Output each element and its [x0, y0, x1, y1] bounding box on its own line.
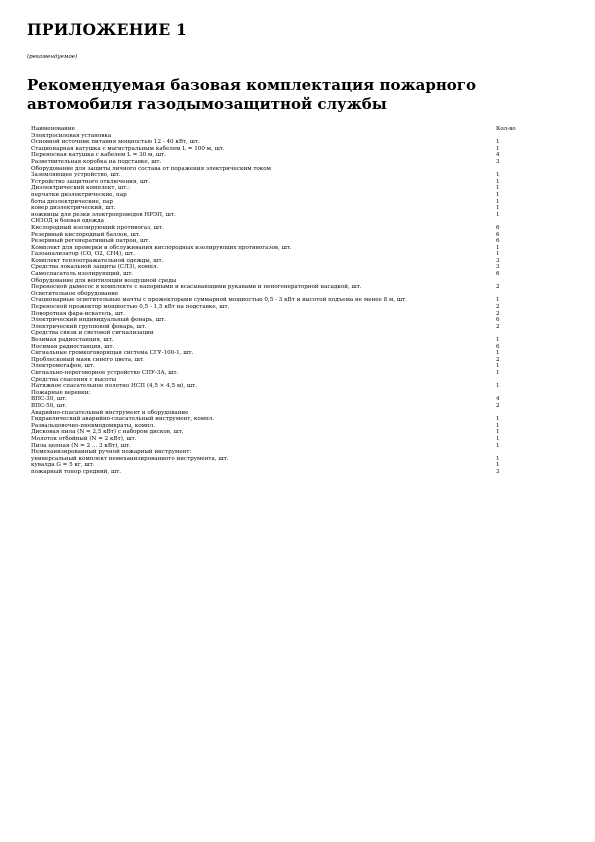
table-row — [31, 232, 531, 239]
item-name: Сигнально-переговорное устройство СПУ-3А, шт. — [31, 369, 179, 376]
item-name: Гидравлический аварийно-спасательный инструмент, компл. — [31, 416, 215, 423]
item-name: Основной источник питания мощностью 12 - 40 кВт, шт. — [31, 139, 200, 146]
table-row — [31, 264, 531, 271]
item-qty: 1 — [496, 363, 500, 370]
item-name: боты диэлектрические, пар — [31, 198, 114, 205]
item-qty: 6 — [496, 271, 500, 278]
table-row — [31, 317, 531, 324]
item-name: Кислородный изолирующий противогаз, шт. — [31, 224, 164, 231]
item-name: Переносной дымосос в комплекте с напорными и всасывающими рукавами и пеногенераторной насадкой, шт. — [31, 284, 362, 291]
item-qty: 1 — [496, 185, 500, 192]
document-title: Рекомендуемая базовая комплектация пожарного автомобиля газодымозащитной службы — [27, 76, 476, 113]
item-name: Поворотная фара-искатель, шт. — [31, 310, 126, 317]
table-row — [31, 172, 531, 179]
item-name: пожарный топор средний, шт. — [31, 468, 122, 475]
table-row — [31, 462, 531, 469]
table-row — [31, 390, 531, 397]
table-row — [31, 456, 531, 463]
section-row — [31, 166, 531, 173]
item-name: Натяжное спасательное полотно НСП (4,5 × 4,5 м), шт. — [31, 383, 197, 390]
table-row — [31, 370, 531, 377]
table-row — [31, 152, 531, 159]
item-qty: 1 — [496, 297, 500, 304]
table-row — [31, 337, 531, 344]
item-name: Пила цепная (N = 2 ... 3 кВт), шт. — [31, 442, 131, 449]
item-qty: 2 — [496, 402, 500, 409]
item-qty: 1 — [496, 198, 500, 205]
table-row — [31, 357, 531, 364]
item-qty: 3 — [496, 257, 500, 264]
item-qty: 1 — [496, 455, 500, 462]
item-qty: 1 — [496, 462, 500, 469]
item-name: Резервный кислородный баллон, шт. — [31, 231, 141, 238]
item-name: ножницы для резки электропроводов НРЭП, шт. — [31, 211, 176, 218]
item-qty: 1 — [496, 251, 500, 258]
item-name: Стационарная катушка с магистральным кабелем L = 100 м, шт. — [31, 145, 225, 152]
table-row — [31, 403, 531, 410]
item-name: СИЗОД и боевая одежда — [31, 218, 104, 225]
item-name: Осветительное оборудование — [31, 290, 119, 297]
table-row — [31, 238, 531, 245]
table-row — [31, 363, 531, 370]
item-name: Газоанализатор (CO, O2, CH4), шт. — [31, 251, 135, 258]
item-name: Самоспасатель изолирующий, шт. — [31, 271, 134, 278]
item-qty: 1 — [496, 442, 500, 449]
item-qty: 2 — [496, 323, 500, 330]
table-row — [31, 179, 531, 186]
item-name: Заземляющее устройство, шт. — [31, 172, 121, 179]
item-name: Дисковая пила (N = 2,5 кВт) с набором дисков, шт. — [31, 429, 184, 436]
item-name: Электрический групповой фонарь, шт. — [31, 323, 147, 330]
table-row — [31, 251, 531, 258]
item-qty: 1 — [496, 211, 500, 218]
item-qty: 1 — [496, 145, 500, 152]
item-name: Проблесковый маяк синего цвета, шт. — [31, 356, 145, 363]
item-name: Средства спасения с высоты — [31, 376, 117, 383]
item-name: Диэлектрический комплект, шт.: — [31, 185, 130, 192]
table-row — [31, 436, 531, 443]
table-row — [31, 429, 531, 436]
table-row — [31, 324, 531, 331]
item-name: Пожарные веревки: — [31, 389, 91, 396]
item-qty: 4 — [496, 152, 500, 159]
table-row — [31, 225, 531, 232]
section-row — [31, 291, 531, 298]
item-name: Резервный регенеративный патрон, шт. — [31, 238, 151, 245]
table-row — [31, 344, 531, 351]
item-qty: 1 — [496, 139, 500, 146]
table-row — [31, 383, 531, 390]
item-name: Молоток отбойный (N = 2 кВт), шт. — [31, 435, 137, 442]
item-name: Устройство защитного отключения, шт. — [31, 178, 151, 185]
header-name: Наименование — [31, 126, 75, 132]
item-qty: 2 — [496, 304, 500, 311]
item-qty: 6 — [496, 231, 500, 238]
item-name: Немеханизированный ручной пожарный инструмент: — [31, 449, 192, 456]
table-row — [31, 159, 531, 166]
table-row — [31, 416, 531, 423]
item-qty: 6 — [496, 343, 500, 350]
item-qty: 1 — [496, 429, 500, 436]
item-name: Аварийно-спасательный инструмент и оборудование — [31, 409, 189, 416]
table-row — [31, 271, 531, 278]
item-name: Возимая радиостанция, шт. — [31, 337, 114, 343]
item-name: ковер диэлектрический, шт. — [31, 205, 116, 212]
item-name: Электрический индивидуальный фонарь, шт. — [31, 317, 166, 324]
item-qty: 2 — [496, 356, 500, 363]
item-qty: 1 — [496, 178, 500, 185]
header-qty: Кол-во — [496, 126, 516, 132]
table-row — [31, 396, 531, 403]
table-row — [31, 443, 531, 450]
section-row — [31, 330, 531, 337]
table-row — [31, 304, 531, 311]
item-name: кувалда G = 5 кг, шт. — [31, 462, 95, 469]
item-qty: 2 — [496, 310, 500, 317]
table-row — [31, 212, 531, 219]
item-qty: 1 — [496, 337, 500, 343]
table-row — [31, 350, 531, 357]
item-qty: 2 — [496, 284, 500, 291]
table-row — [31, 284, 531, 291]
item-name: ВПС-50, шт. — [31, 402, 67, 409]
item-name: Переносная катушка с кабелем L = 30 м, шт. — [31, 152, 166, 159]
item-qty: 1 — [496, 172, 500, 179]
table-row — [31, 192, 531, 199]
item-name: универсальный комплект немеханизированного инструмента, шт. — [31, 455, 229, 462]
item-qty: 3 — [496, 468, 500, 475]
item-name: Комплект для проверки и обслуживания кислородных изолирующих противогазов, шт. — [31, 244, 292, 251]
item-qty: 6 — [496, 317, 500, 324]
item-name: Сигнальные громкоговорящая система СГУ-100-1, шт. — [31, 350, 194, 357]
item-qty: 3 — [496, 158, 500, 165]
item-name: перчатки диэлектрические, пар — [31, 191, 127, 198]
item-name: Электросиловая установка — [31, 132, 112, 139]
item-name: Оборудование для защиты личного состава от поражения электрическим током — [31, 165, 271, 172]
table-row — [31, 185, 531, 192]
item-qty: 1 — [496, 244, 500, 251]
item-qty: 1 — [496, 191, 500, 198]
item-name: Разветвительная коробка на подставке, шт. — [31, 158, 162, 165]
item-name: Оборудование для вентиляции воздушной среды — [31, 277, 177, 284]
item-qty: 1 — [496, 369, 500, 376]
item-name: Средства локальной защиты (СЛЗ), компл. — [31, 264, 159, 271]
item-name: Комплект теплоотражательной одежды, шт. — [31, 257, 164, 264]
item-qty: 1 — [496, 205, 500, 212]
appendix-title: ПРИЛОЖЕНИЕ 1 — [27, 20, 187, 39]
item-name: ВПС-30, шт. — [31, 396, 67, 403]
item-name: Электромегафон, шт. — [31, 363, 95, 370]
item-qty: 1 — [496, 435, 500, 442]
section-row — [31, 218, 531, 225]
table-row — [31, 297, 531, 304]
item-qty: 3 — [496, 264, 500, 271]
table-header — [31, 126, 531, 133]
item-name: Средства связи и световой сигнализации — [31, 330, 154, 337]
item-name: Носимая радиостанция, шт. — [31, 343, 115, 350]
item-qty: 1 — [496, 383, 500, 390]
table-row — [31, 449, 531, 456]
item-name: Переносной прожектор мощностью 0,5 - 1,5 кВт на подставке, шт. — [31, 304, 230, 311]
item-qty: 1 — [496, 350, 500, 357]
reference-note: (рекомендуемое) — [27, 54, 78, 60]
table-row — [31, 139, 531, 146]
item-name: Развальцовочно-пневмодомкраты, компл. — [31, 422, 155, 429]
item-qty: 6 — [496, 224, 500, 231]
item-qty: 6 — [496, 238, 500, 245]
table-row — [31, 469, 531, 476]
table-row — [31, 199, 531, 206]
equipment-table — [31, 126, 531, 475]
item-qty: 1 — [496, 422, 500, 429]
table-row — [31, 205, 531, 212]
item-name: Стационарные осветительные мачты с прожекторами суммарной мощностью 0,5 - 3 кВт и высотой подъема не менее 8 м, шт. — [31, 297, 407, 304]
item-qty: 1 — [496, 416, 500, 423]
section-row — [31, 133, 531, 140]
section-row — [31, 410, 531, 417]
section-row — [31, 278, 531, 285]
item-qty: 4 — [496, 396, 500, 403]
